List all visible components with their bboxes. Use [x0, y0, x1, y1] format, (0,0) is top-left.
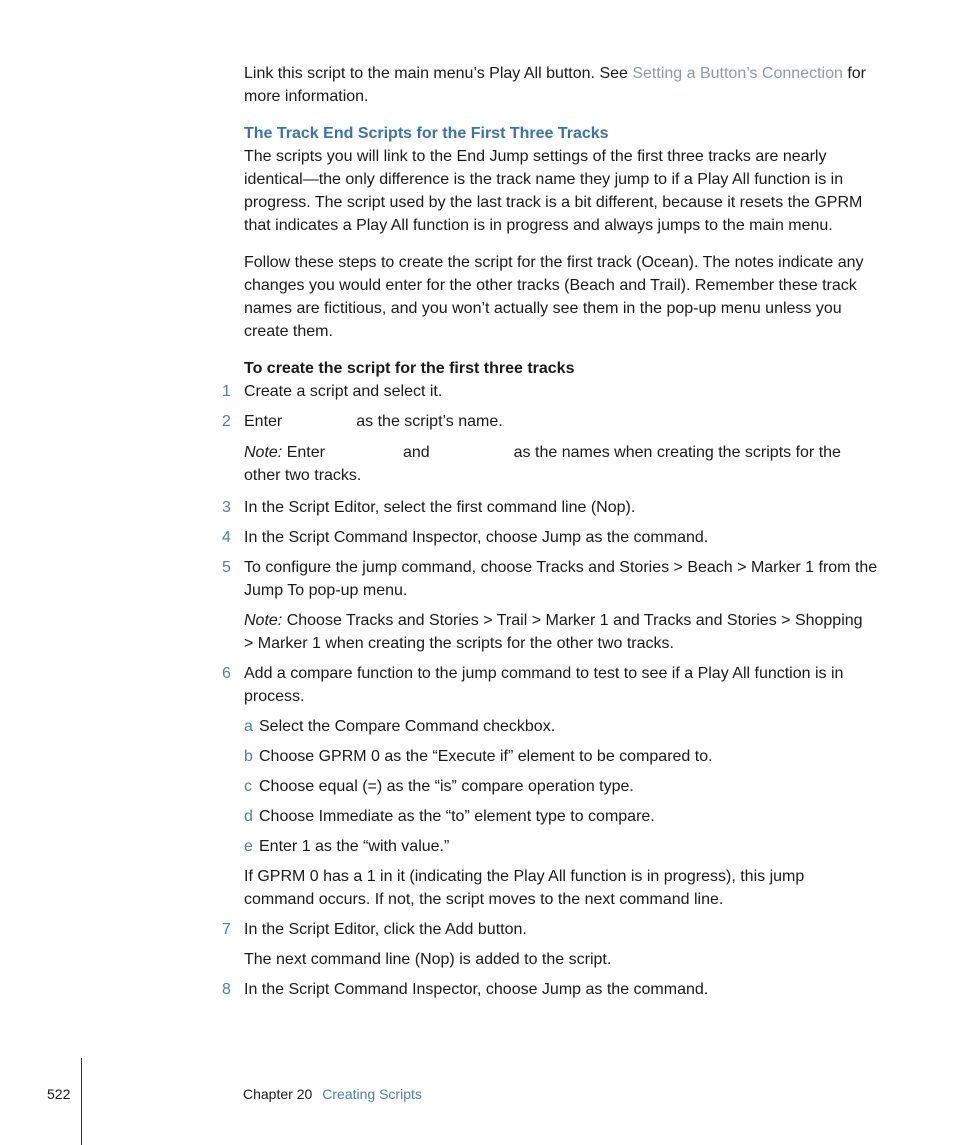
substep-b: b Choose GPRM 0 as the “Execute if” element to be compared to.	[244, 745, 876, 768]
step-number: 8	[222, 981, 231, 998]
step-number: 6	[222, 665, 231, 682]
note-label: Note:	[244, 444, 283, 461]
step-text: Add a compare function to the jump command to test to see if a Play All function is in process.	[244, 665, 844, 705]
step-number: 7	[222, 921, 231, 938]
section-heading: The Track End Scripts for the First Three Tracks	[244, 125, 609, 142]
note-label: Note:	[244, 612, 283, 629]
step-text: In the Script Command Inspector, choose Jump as the command.	[244, 981, 709, 998]
step-7-result: The next command line (Nop) is added to the script.	[244, 951, 612, 968]
substep-letter: e	[244, 838, 253, 855]
substep-a: a Select the Compare Command checkbox.	[244, 715, 876, 738]
substep-letter: a	[244, 718, 253, 735]
note-1: Note: Enter and as the names when creating the scripts for the other two tracks.	[244, 444, 841, 484]
chapter-label: Chapter 20	[243, 1086, 313, 1102]
step-text: Enter as the script’s name.	[244, 413, 503, 430]
chapter-title-link[interactable]: Creating Scripts	[322, 1086, 422, 1102]
substep-letter: d	[244, 808, 253, 825]
procedure-title: To create the script for the first three tracks	[244, 360, 575, 377]
substep-letter: c	[244, 778, 252, 795]
footer-divider	[81, 1058, 82, 1145]
paragraph-1: The scripts you will link to the End Jump settings of the first three tracks are nearly identical—the only difference is the track name they jump to if a Play All function is in progress. The script used by the last track is a bit different, because it resets the GPRM that indicates a Play All function is in progress and always jumps to the main menu.	[244, 148, 863, 234]
setting-button-connection-link[interactable]: Setting a Button’s Connection	[632, 65, 843, 82]
substep-e: e Enter 1 as the “with value.”	[244, 835, 876, 858]
step-text: In the Script Command Inspector, choose Jump as the command.	[244, 529, 709, 546]
step-number: 4	[222, 529, 231, 546]
substep-letter: b	[244, 748, 253, 765]
step-number: 5	[222, 559, 231, 576]
step-text: To configure the jump command, choose Tracks and Stories > Beach > Marker 1 from the Jump To pop-up menu.	[244, 559, 878, 599]
note-2: Note: Choose Tracks and Stories > Trail > Marker 1 and Tracks and Stories > Shopping > Marker 1 when creating the scripts for the other two tracks.	[244, 612, 863, 652]
intro-paragraph: Link this script to the main menu’s Play All button. See Setting a Button’s Connection for more information.	[244, 65, 866, 105]
paragraph-2: Follow these steps to create the script for the first track (Ocean). The notes indicate any changes you would enter for the other tracks (Beach and Trail). Remember these track names are fictitious, and you won’t actually see them in the pop-up menu unless you create them.	[244, 254, 864, 340]
step-number: 3	[222, 499, 231, 516]
substep-c: c Choose equal (=) as the “is” compare operation type.	[244, 775, 876, 798]
step-number: 2	[222, 413, 231, 430]
step-6-result: If GPRM 0 has a 1 in it (indicating the Play All function is in progress), this jump command occurs. If not, the script moves to the next command line.	[244, 868, 805, 908]
footer-chapter	[243, 1086, 422, 1102]
substep-d: d Choose Immediate as the “to” element type to compare.	[244, 805, 876, 828]
step-text: In the Script Editor, select the first command line (Nop).	[244, 499, 636, 516]
step-text: In the Script Editor, click the Add button.	[244, 921, 527, 938]
step-text: Create a script and select it.	[244, 383, 443, 400]
step-number: 1	[222, 383, 231, 400]
page-number: 522	[47, 1086, 71, 1102]
